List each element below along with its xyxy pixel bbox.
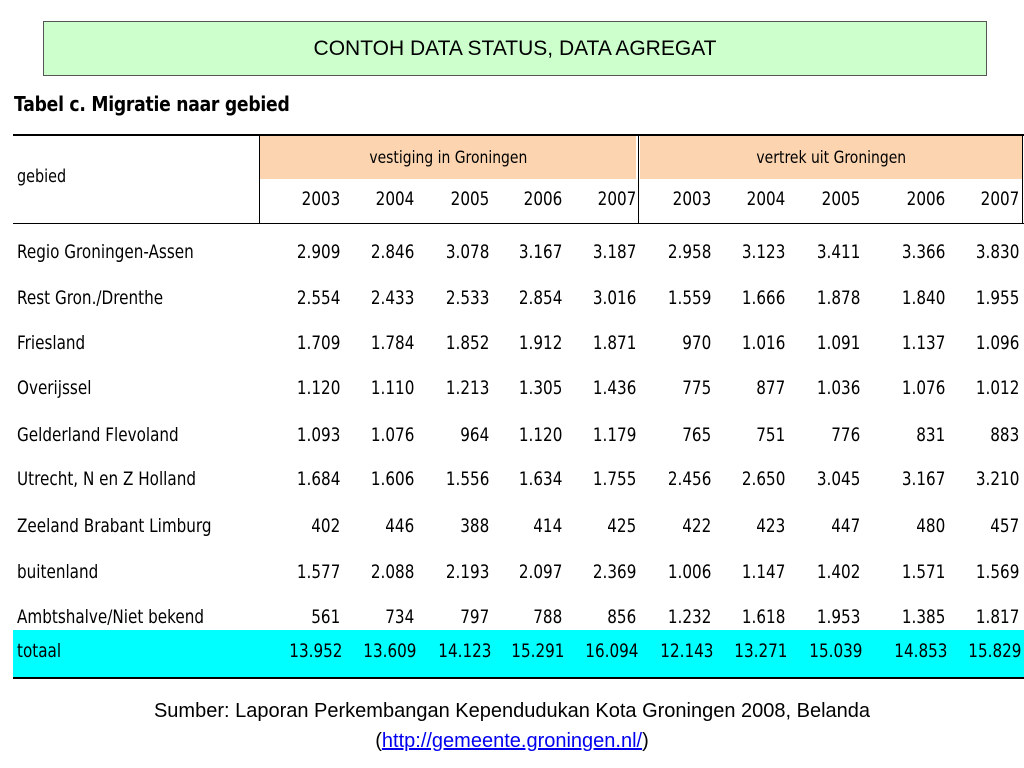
year-header: 2003 — [672, 188, 711, 210]
table-cell: 1.110 — [370, 377, 414, 399]
table-row — [13, 322, 1024, 367]
table-cell: 3.016 — [592, 287, 636, 309]
table-cell: 2.369 — [592, 561, 636, 583]
table-cell: 13.609 — [363, 640, 417, 662]
table-cell: 388 — [459, 515, 489, 537]
row-label: Ambtshalve/Niet bekend — [17, 606, 205, 628]
row-label: Overijssel — [17, 377, 92, 399]
source-text: Sumber: Laporan Perkembangan Kependudukan Kota Groningen 2008, Belanda — [153, 700, 871, 722]
table-cell: 1.784 — [370, 332, 414, 354]
table-cell: 14.123 — [438, 640, 492, 662]
table-cell: 1.076 — [901, 377, 945, 399]
table-cell: 423 — [755, 515, 785, 537]
header-divider — [259, 136, 260, 223]
table-cell: 1.684 — [296, 468, 340, 490]
table-cell: 3.078 — [445, 241, 489, 263]
table-row — [13, 367, 1024, 412]
table-cell: 1.955 — [975, 287, 1019, 309]
table-cell: 1.213 — [445, 377, 489, 399]
table-row — [13, 551, 1024, 596]
table-cell: 2.533 — [445, 287, 489, 309]
slide-title-text: CONTOH DATA STATUS, DATA AGREGAT — [313, 36, 717, 60]
table-cell: 3.123 — [741, 241, 785, 263]
table-cell: 1.179 — [592, 424, 636, 446]
table-bottom-rule — [13, 677, 1024, 679]
header-divider — [638, 136, 639, 223]
table-cell: 16.094 — [585, 640, 639, 662]
table-cell: 1.852 — [445, 332, 489, 354]
source-link[interactable]: http://gemeente.groningen.nl/ — [381, 730, 643, 752]
year-header: 2004 — [746, 188, 785, 210]
year-header: 2003 — [301, 188, 340, 210]
table-cell: 1.556 — [445, 468, 489, 490]
table-cell: 1.016 — [741, 332, 785, 354]
table-cell: 2.958 — [667, 241, 711, 263]
year-header: 2005 — [450, 188, 489, 210]
table-cell: 561 — [310, 606, 340, 628]
table-cell: 3.411 — [816, 241, 860, 263]
table-cell: 480 — [915, 515, 945, 537]
table-cell: 1.093 — [296, 424, 340, 446]
row-label: totaal — [17, 640, 62, 662]
table-cell: 3.187 — [592, 241, 636, 263]
table-cell: 1.709 — [296, 332, 340, 354]
table-cell: 1.137 — [901, 332, 945, 354]
group-header-vestiging: vestiging in Groningen — [260, 136, 636, 179]
table-title: Tabel c. Migratie naar gebied — [14, 92, 290, 116]
table-cell: 831 — [915, 424, 945, 446]
table-cell: 2.854 — [518, 287, 562, 309]
row-label: Utrecht, N en Z Holland — [17, 468, 197, 490]
table-cell: 2.554 — [296, 287, 340, 309]
table-cell: 1.606 — [370, 468, 414, 490]
table-cell: 3.830 — [975, 241, 1019, 263]
table-cell: 3.045 — [816, 468, 860, 490]
table-cell: 1.571 — [901, 561, 945, 583]
table-row — [13, 458, 1024, 503]
table-cell: 1.076 — [370, 424, 414, 446]
table-cell: 788 — [532, 606, 562, 628]
table-row — [13, 414, 1024, 459]
table-cell: 1.634 — [518, 468, 562, 490]
table-cell: 1.232 — [667, 606, 711, 628]
table-row — [13, 231, 1024, 276]
row-label: Zeeland Brabant Limburg — [17, 515, 212, 537]
table-cell: 2.433 — [370, 287, 414, 309]
table-cell: 877 — [755, 377, 785, 399]
header-divider — [1022, 136, 1023, 223]
table-cell: 422 — [681, 515, 711, 537]
table-cell: 2.193 — [445, 561, 489, 583]
table-cell: 1.091 — [816, 332, 860, 354]
table-cell: 1.147 — [741, 561, 785, 583]
table-cell: 3.366 — [901, 241, 945, 263]
row-label: buitenland — [17, 561, 99, 583]
source-link-line: (http://gemeente.groningen.nl/) — [375, 730, 649, 752]
table-cell: 1.385 — [901, 606, 945, 628]
table-cell: 1.305 — [518, 377, 562, 399]
table-cell: 402 — [310, 515, 340, 537]
table-cell: 1.871 — [592, 332, 636, 354]
table-cell: 13.952 — [289, 640, 343, 662]
table-cell: 2.088 — [370, 561, 414, 583]
table-cell: 14.853 — [894, 640, 948, 662]
table-cell: 1.755 — [592, 468, 636, 490]
table-cell: 414 — [532, 515, 562, 537]
table-cell: 457 — [989, 515, 1019, 537]
table-cell: 447 — [830, 515, 860, 537]
table-cell: 1.912 — [518, 332, 562, 354]
row-label: Gelderland Flevoland — [17, 424, 179, 446]
row-label: Regio Groningen-Assen — [17, 241, 194, 263]
year-header: 2006 — [906, 188, 945, 210]
table-cell: 2.909 — [296, 241, 340, 263]
source-note — [0, 696, 1024, 756]
table-cell: 1.006 — [667, 561, 711, 583]
table-cell: 765 — [681, 424, 711, 446]
year-header: 2005 — [821, 188, 860, 210]
table-cell: 1.436 — [592, 377, 636, 399]
table-cell: 15.829 — [968, 640, 1022, 662]
table-row — [13, 277, 1024, 322]
migration-table — [13, 134, 1024, 679]
header-bottom-rule — [13, 223, 1024, 224]
table-cell: 1.012 — [975, 377, 1019, 399]
table-cell: 1.953 — [816, 606, 860, 628]
table-cell: 1.096 — [975, 332, 1019, 354]
table-cell: 1.618 — [741, 606, 785, 628]
table-cell: 734 — [384, 606, 414, 628]
table-cell: 1.817 — [975, 606, 1019, 628]
year-header: 2007 — [597, 188, 636, 210]
table-cell: 970 — [681, 332, 711, 354]
slide-title — [43, 21, 987, 76]
table-cell: 2.650 — [741, 468, 785, 490]
table-cell: 1.840 — [901, 287, 945, 309]
group-header-vertrek: vertrek uit Groningen — [640, 136, 1022, 179]
table-cell: 12.143 — [660, 640, 714, 662]
table-cell: 3.167 — [901, 468, 945, 490]
table-row — [13, 505, 1024, 550]
table-cell: 2.456 — [667, 468, 711, 490]
table-cell: 446 — [384, 515, 414, 537]
table-cell: 2.097 — [518, 561, 562, 583]
table-cell: 1.120 — [296, 377, 340, 399]
year-header: 2004 — [375, 188, 414, 210]
row-header-gebied: gebied — [17, 166, 67, 187]
table-cell: 1.878 — [816, 287, 860, 309]
table-cell: 2.846 — [370, 241, 414, 263]
table-cell: 1.036 — [816, 377, 860, 399]
table-cell: 797 — [459, 606, 489, 628]
table-cell: 1.402 — [816, 561, 860, 583]
table-cell: 964 — [459, 424, 489, 446]
table-cell: 776 — [830, 424, 860, 446]
table-cell: 1.120 — [518, 424, 562, 446]
table-cell: 1.577 — [296, 561, 340, 583]
table-cell: 775 — [681, 377, 711, 399]
total-row — [13, 630, 1024, 677]
table-cell: 1.569 — [975, 561, 1019, 583]
table-cell: 13.271 — [734, 640, 788, 662]
row-label: Friesland — [17, 332, 86, 354]
table-cell: 15.039 — [809, 640, 863, 662]
year-header: 2007 — [980, 188, 1019, 210]
table-cell: 1.666 — [741, 287, 785, 309]
table-cell: 425 — [606, 515, 636, 537]
table-cell: 883 — [989, 424, 1019, 446]
year-header: 2006 — [523, 188, 562, 210]
table-cell: 751 — [755, 424, 785, 446]
table-cell: 856 — [606, 606, 636, 628]
row-label: Rest Gron./Drenthe — [17, 287, 164, 309]
table-cell: 3.210 — [975, 468, 1019, 490]
table-cell: 1.559 — [667, 287, 711, 309]
table-cell: 3.167 — [518, 241, 562, 263]
table-cell: 15.291 — [511, 640, 565, 662]
